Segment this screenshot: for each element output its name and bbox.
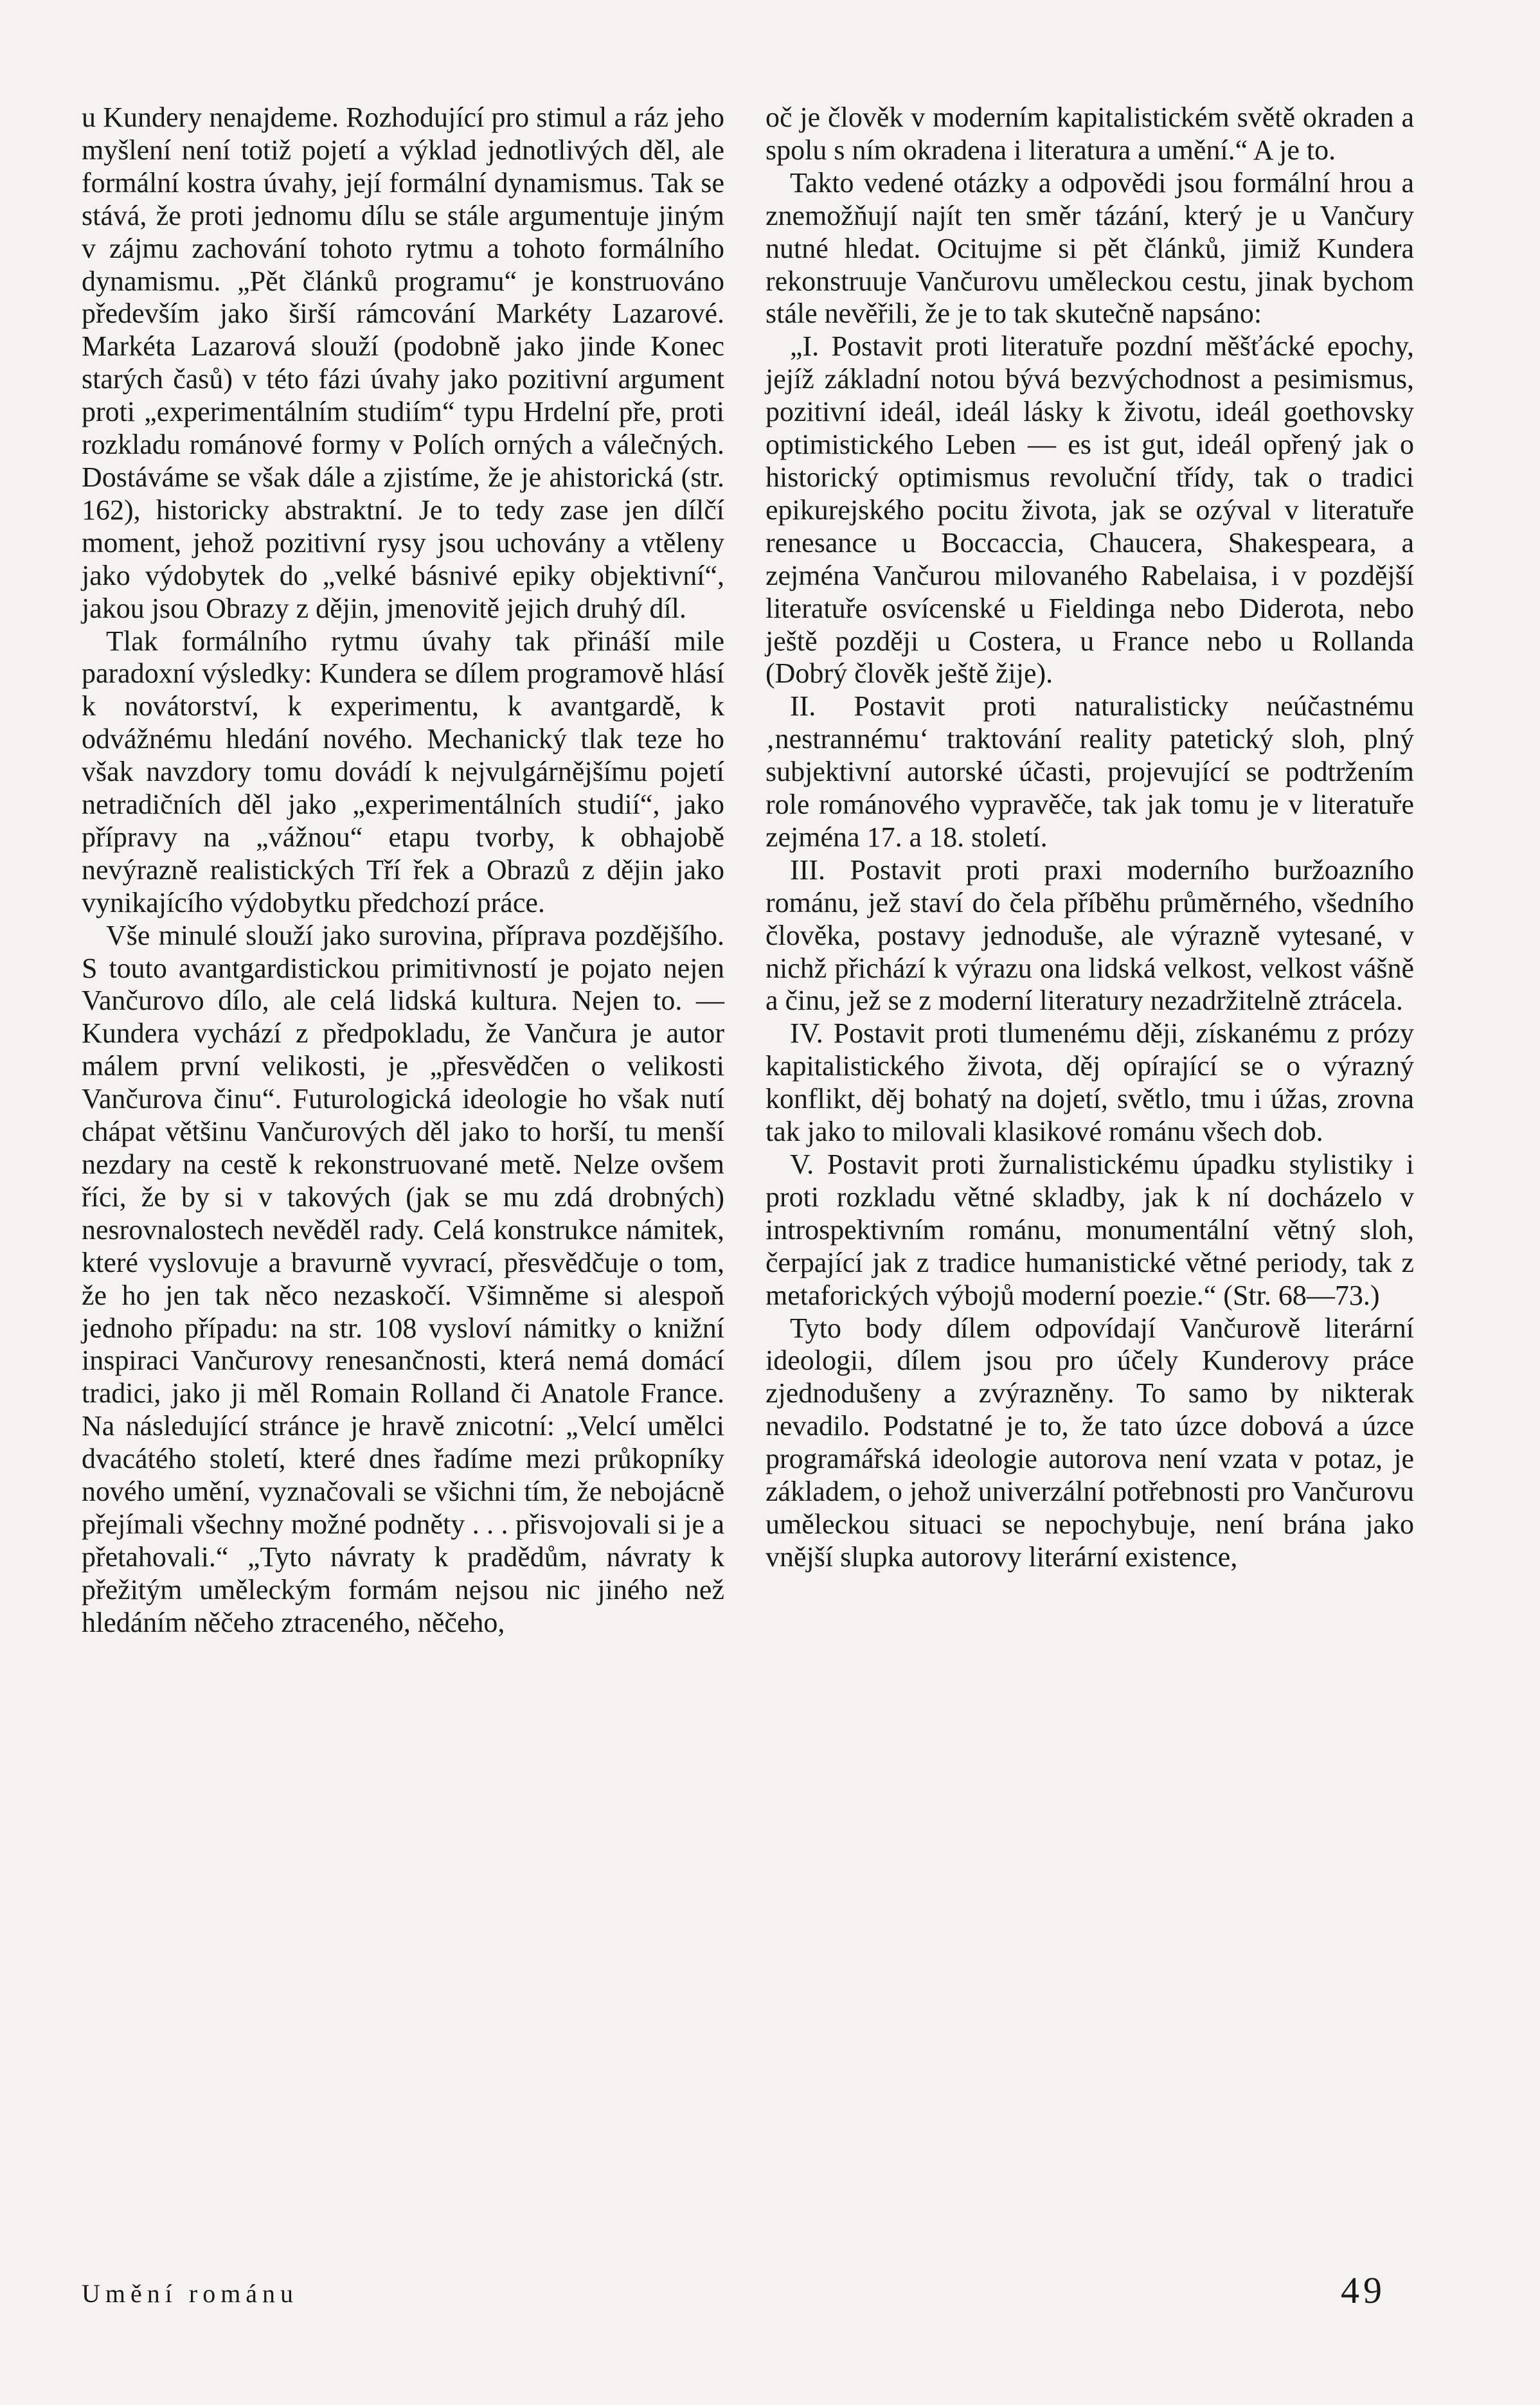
page-number: 49 <box>1341 2269 1386 2311</box>
running-footer-title: Umění románu <box>82 2279 299 2308</box>
paragraph: Takto vedené otázky a odpovědi jsou formální hrou a znemožňují najít ten směr tázání, který je u Vančury nutné hledat. Ocitujme si pět článků, jimiž Kundera rekonstruuje Vančurovu uměleckou cestu, jinak bychom stále nevěřili, že je to tak skutečně napsáno: <box>766 166 1414 330</box>
paragraph: Tlak formálního rytmu úvahy tak přináší mile paradoxní výsledky: Kundera se dílem programově hlásí k novátorství, k experimentu, k avantgardě, k odvážnému hledání nového. Mechanický tlak teze ho však navzdory tomu dovádí k nejvulgárnějšímu pojetí netradičních děl jako „experimentálních studií“, jako přípravy na „vážnou“ etapu tvorby, k obhajobě nevýrazně realistických Tří řek a Obrazů z dějin jako vynikajícího výdobytku předchozí práce. <box>82 625 724 918</box>
paragraph: IV. Postavit proti tlumenému ději, získanému z prózy kapitalistického života, děj opírající se o výrazný konflikt, děj bohatý na dojetí, světlo, tmu i úžas, zrovna tak jako to milovali klasikové románu všech dob. <box>766 1017 1414 1148</box>
paragraph: III. Postavit proti praxi moderního buržoazního románu, jež staví do čela příběhu průměrného, všedního člověka, postavy jednoduše, ale výrazně vytesané, v nichž přichází k výrazu ona lidská velkost, velkost vášně a činu, jež se z moderní literatury nezadržitelně ztrácela. <box>766 854 1414 1017</box>
paragraph: „I. Postavit proti literatuře pozdní měšťácké epochy, jejíž základní notou bývá bezvýchodnost a pesimismus, pozitivní ideál, ideál lásky k životu, ideál goethovsky optimistického Leben — es ist gut, ideál opřený jak o historický optimismus revoluční třídy, tak o tradici epikurejského pocitu života, jak se ozýval v literatuře renesance u Boccaccia, Chaucera, Shakespeara, a zejména Vančurou milovaného Rabelaisa, i v pozdější literatuře osvícenské u Fieldinga nebo Diderota, nebo ještě později u Costera, u France nebo u Rollanda (Dobrý člověk ještě žije). <box>766 330 1414 690</box>
paragraph: oč je člověk v moderním kapitalistickém světě okraden a spolu s ním okradena i literatura a umění.“ A je to. <box>766 102 1414 166</box>
paragraph: Vše minulé slouží jako surovina, příprava pozdějšího. S touto avantgardistickou primitivností je pojato nejen Vančurovo dílo, ale celá lidská kultura. Nejen to. — Kundera vychází z předpokladu, že Vančura je autor málem první velikosti, je „přesvědčen o velikosti Vančurova činu“. Futurologická ideologie ho však nutí chápat většinu Vančurových děl jako to horší, tu menší nezdary na cestě k rekonstruované metě. Nelze ovšem říci, že by si v takových (jak se mu zdá drobných) nesrovnalostech nevěděl rady. Celá konstrukce námitek, které vyslovuje a bravurně vyvrací, přesvědčuje o tom, že ho jen tak něco nezaskočí. Všimněme si alespoň jednoho případu: na str. 108 vysloví námitky o knižní inspiraci Vančurovy renesančnosti, která nemá domácí tradici, jako ji měl Romain Rolland či Anatole France. Na následující stránce je hravě znicotní: „Velcí umělci dvacátého století, které dnes řadíme mezi průkopníky nového umění, vyznačovali se všichni tím, že nebojácně přejímali všechny možné podněty . . . přisvojovali si je a přetahovali.“ „Tyto návraty k pradědům, návraty k přežitým uměleckým formám nejsou nic jiného než hledáním něčeho ztraceného, něčeho, <box>82 919 724 1638</box>
right-column <box>766 102 1414 1574</box>
paragraph: u Kundery nenajdeme. Rozhodující pro stimul a ráz jeho myšlení není totiž pojetí a výklad jednotlivých děl, ale formální kostra úvahy, její formální dynamismus. Tak se stává, že proti jednomu dílu se stále argumentuje jiným v zájmu zachování tohoto rytmu a tohoto formálního dynamismu. „Pět článků programu“ je konstruováno především jako širší rámcování Markéty Lazarové. Markéta Lazarová slouží (podobně jako jinde Konec starých časů) v této fázi úvahy jako pozitivní argument proti „experimentálním studiím“ typu Hrdelní pře, proti rozkladu románové formy v Polích orných a válečných. Dostáváme se však dále a zjistíme, že je ahistorická (str. 162), historicky abstraktní. Je to tedy zase jen dílčí moment, jehož pozitivní rysy jsou uchovány a vtěleny jako výdobytek do „velké básnivé epiky objektivní“, jakou jsou Obrazy z dějin, jmenovitě jejich druhý díl. <box>82 102 724 624</box>
left-column <box>82 102 724 1640</box>
paragraph: Tyto body dílem odpovídají Vančurově literární ideologii, dílem jsou pro účely Kunderovy práce zjednodušeny a zvýrazněny. To samo by nikterak nevadilo. Podstatné je to, že tato úzce dobová a úzce programářská ideologie autorova není vzata v potaz, je základem, o jehož univerzální potřebnosti pro Vančurovu uměleckou situaci se nepochybuje, není brána jako vnější slupka autorovy literární existence, <box>766 1312 1414 1573</box>
paragraph: II. Postavit proti naturalisticky neúčastnému ‚nestrannému‘ traktování reality patetický sloh, plný subjektivní autorské účasti, projevující se podtržením role románového vypravěče, tak jak tomu je v literatuře zejména 17. a 18. století. <box>766 690 1414 853</box>
paragraph: V. Postavit proti žurnalistickému úpadku stylistiky i proti rozkladu větné skladby, jak k ní docházelo v introspektivním románu, monumentální větný sloh, čerpající jak z tradice humanistické větné periody, tak z metaforických výbojů moderní poezie.“ (Str. 68—73.) <box>766 1149 1414 1311</box>
